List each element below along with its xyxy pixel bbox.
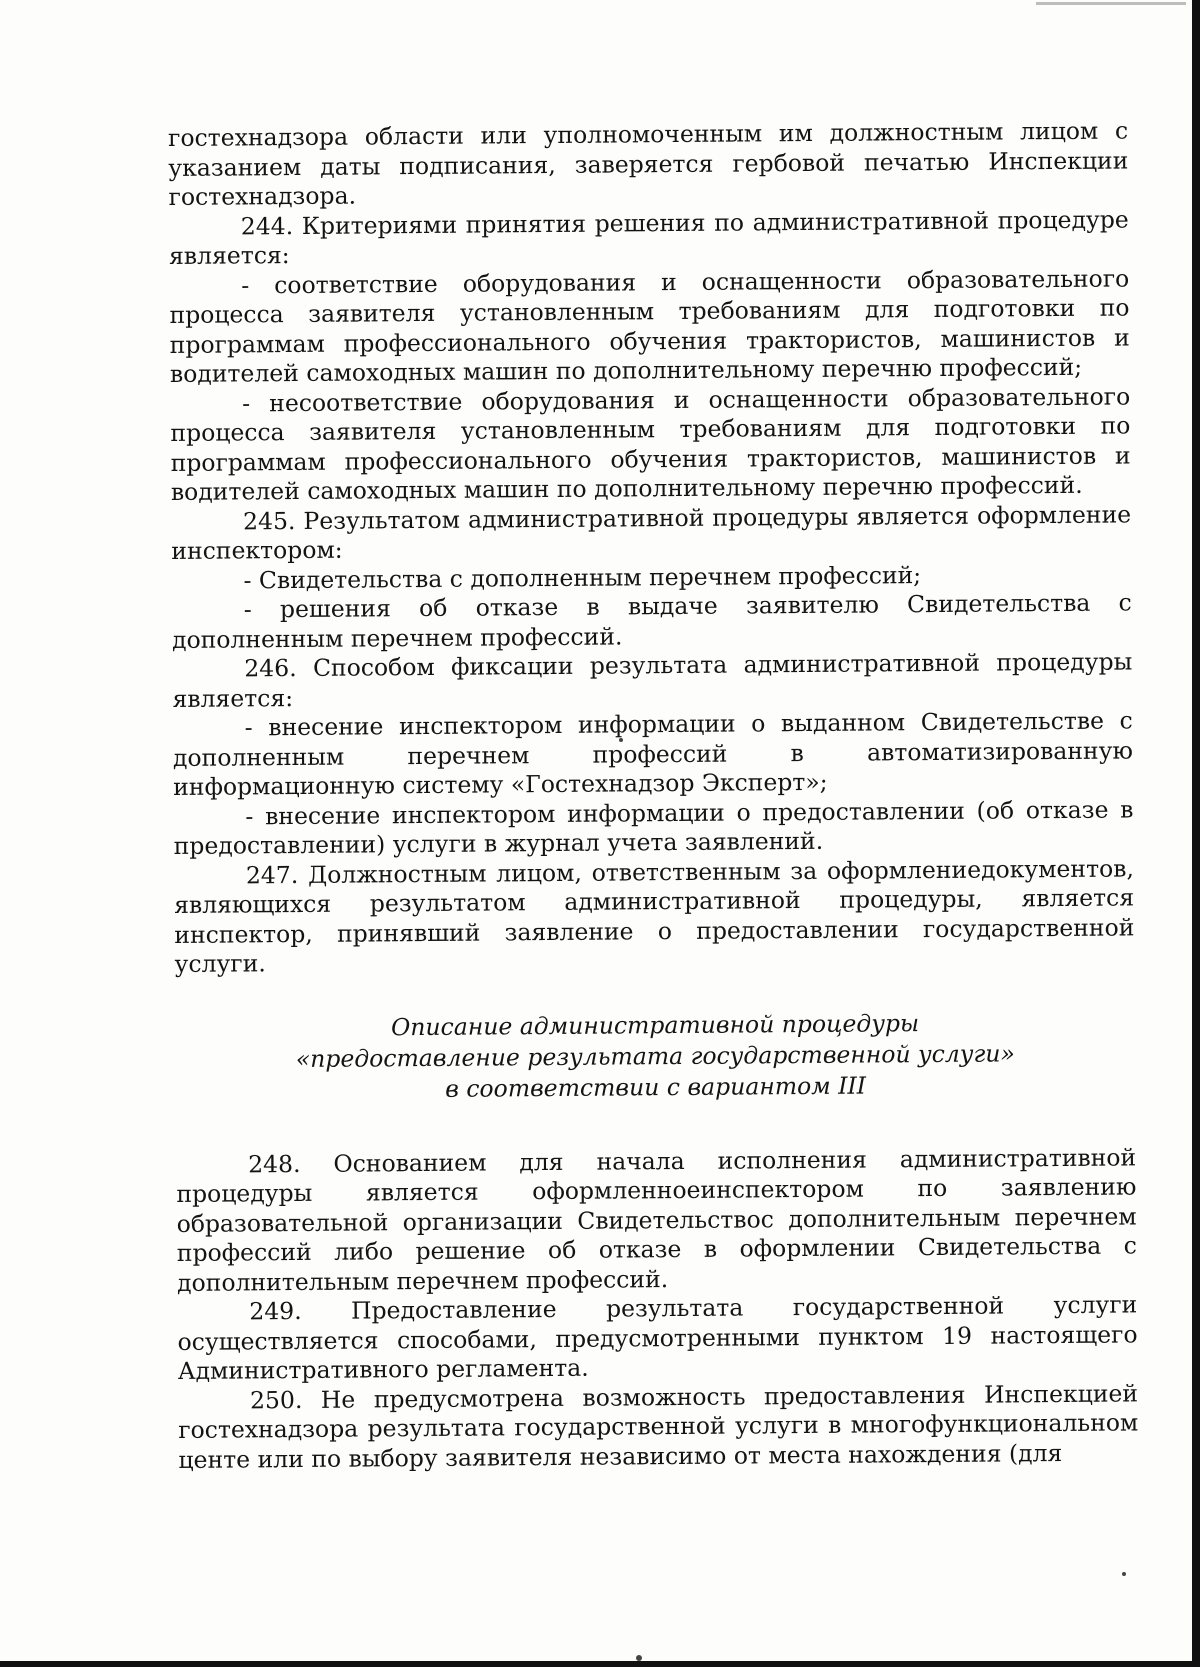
scan-artifact	[1036, 2, 1186, 5]
section-heading	[175, 1006, 1136, 1107]
paragraph-249: 249. Предоставление результата государственной услуги осуществляется способами, предусмотренными пунктом 19 настоящего Административного регламента.	[177, 1290, 1138, 1385]
list-item-244-a: - соответствие оборудования и оснащенности образовательного процесса заявителя установленным требованиям для подготовки по программам профессионального обучения трактористов, машинистов и водителей самоходных машин по дополнительному перечню профессий;	[169, 263, 1130, 388]
section-heading-line-2: «предоставление результата государственной услуги»	[295, 1038, 1015, 1073]
paragraph-248: 248. Основанием для начала исполнения административной процедуры является оформленноеинспектором по заявлению образовательной организации Свидетельствос дополнительным перечнем профессий либо решение об отказе в оформлении Свидетельства с дополнительным перечнем профессий.	[176, 1142, 1137, 1297]
paragraph-250: 250. Не предусмотрена возможность предоставления Инспекцией гостехнадзора результата государственной услуги в многофункциональном центе или по выбору заявителя независимо от места нахождения (для	[178, 1378, 1139, 1474]
section-heading-line-1: Описание административной процедуры	[390, 1008, 920, 1041]
scan-speck	[636, 1655, 642, 1661]
paragraph-247: 247. Должностным лицом, ответственным за оформлениедокументов, являющихся результатом административной процедуры, является инспектор, принявший заявление о предоставлении государственной услуги.	[174, 853, 1135, 978]
list-item-244-b: - несоответствие оборудования и оснащенности образовательного процесса заявителя установленным требованиям для подготовки по программам профессионального обучения трактористов, машинистов и водителей самоходных машин по дополнительному перечню профессий.	[170, 381, 1131, 506]
section-heading-line-3: в соответствии с вариантом III	[445, 1071, 867, 1103]
list-item-245-a: - Свидетельства с дополненным перечнем профессий;	[243, 560, 922, 594]
paragraph-244: 244. Критериями принятия решения по административной процедуре является:	[168, 204, 1129, 270]
scan-edge-right	[1192, 0, 1200, 1667]
paragraph-245: 245. Результатом административной процедуры является оформление инспектором:	[171, 499, 1132, 565]
paragraph-continuation: гостехнадзора области или уполномоченным им должностным лицом с указанием даты подписания, заверяется гербовой печатью Инспекции гостехнадзора.	[168, 116, 1129, 211]
list-item-246-b: - внесение инспектором информации о предоставлении (об отказе в предоставлении) услуги в журнал учета заявлений.	[173, 794, 1134, 860]
list-item-246-a: - внесение инспектором информации о выданном Свидетельстве с дополненным перечнем профессий в автоматизированную информационную систему «Гостехнадзор Эксперт»;	[172, 706, 1134, 801]
scan-edge-bottom	[0, 1661, 1200, 1667]
paragraph-246: 246. Способом фиксации результата административной процедуры является:	[172, 647, 1133, 713]
list-item-245-b: - решения об отказе в выдаче заявителю Свидетельства с дополненным перечнем профессий.	[171, 588, 1132, 654]
document-body	[168, 116, 1140, 1623]
